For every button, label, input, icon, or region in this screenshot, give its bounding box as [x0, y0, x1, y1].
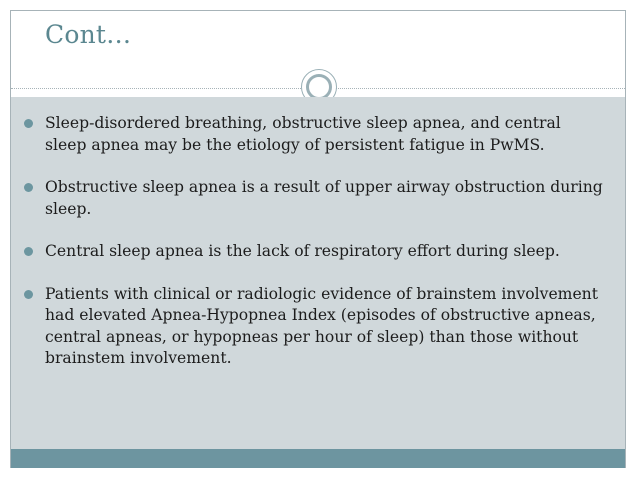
- footer-accent-bar: [11, 449, 625, 468]
- bullet-item: [23, 241, 603, 263]
- slide-frame: [10, 10, 626, 468]
- bullet-text: Sleep-disordered breathing, obstructive sleep apnea, and central sleep apnea may be the etiology of persistent fatigue in PwMS.: [45, 114, 561, 154]
- bullet-text: Obstructive sleep apnea is a result of upper airway obstruction during sleep.: [45, 178, 603, 218]
- bullet-text: Central sleep apnea is the lack of respiratory effort during sleep.: [45, 242, 560, 260]
- slide-title: Cont…: [45, 20, 132, 49]
- title-area: [11, 11, 625, 89]
- circle-bullet-icon: [24, 247, 33, 256]
- bullet-list: [23, 113, 603, 391]
- circle-bullet-icon: [24, 119, 33, 128]
- circle-bullet-icon: [24, 290, 33, 299]
- content-panel: [11, 97, 625, 449]
- bullet-item: [23, 284, 603, 370]
- bullet-item: [23, 177, 603, 220]
- bullet-item: [23, 113, 603, 156]
- circle-bullet-icon: [24, 183, 33, 192]
- bullet-text: Patients with clinical or radiologic evidence of brainstem involvement had elevated Apnea-Hypopnea Index (episodes of obstructive apneas, central apneas, or hypopneas per hour of sleep) than those without brainstem involvement.: [45, 284, 598, 367]
